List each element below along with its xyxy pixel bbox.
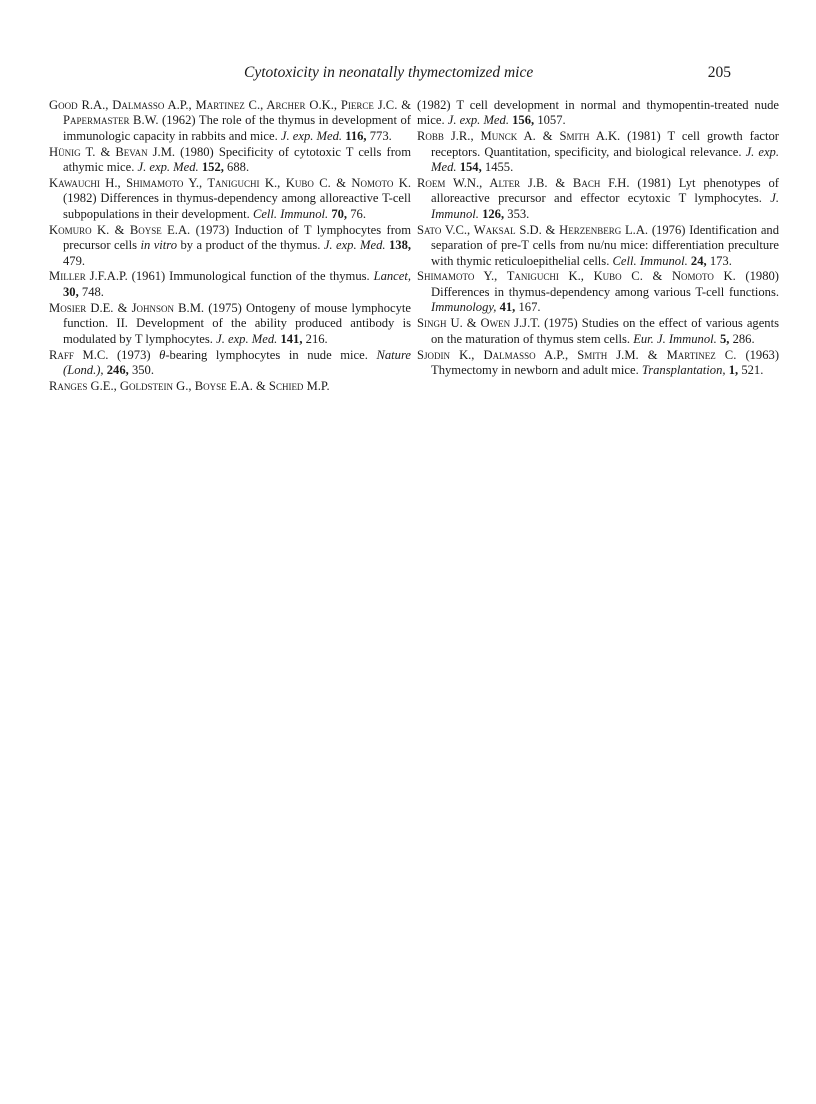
- page-header: [0, 64, 816, 86]
- ref-year: (1975): [208, 300, 242, 315]
- ref-journal: Transplantation,: [641, 362, 726, 377]
- ref-volume: 5,: [719, 331, 730, 346]
- ref-authors: Kawauchi H., Shimamoto Y., Taniguchi K., Kubo C. & Nomoto K.: [49, 176, 411, 191]
- ref-volume: 70,: [331, 206, 348, 221]
- ref-journal: Immunology,: [431, 300, 497, 315]
- ref-year: (1981): [627, 129, 661, 144]
- ref-pages: 216.: [305, 331, 328, 346]
- ref-volume: 152,: [201, 160, 224, 175]
- ref-volume: 41,: [499, 300, 516, 315]
- ref-journal: J. exp. Med.: [447, 113, 509, 128]
- ref-journal: Lancet,: [373, 269, 412, 284]
- page-number: 205: [707, 64, 731, 81]
- ref-volume: 138,: [389, 238, 412, 253]
- ref-pages: 1455.: [484, 160, 514, 175]
- ref-title: Induction of T lymphocytes from precursor cells: [63, 222, 412, 253]
- ref-authors: Sato V.C., Waksal S.D. & Herzenberg L.A.: [417, 222, 649, 237]
- ref-year: (1982): [63, 191, 97, 206]
- ref-title: Immunological function of the thymus.: [169, 269, 370, 284]
- ref-journal: J. exp. Med.: [137, 160, 199, 175]
- ref-pages: 479.: [63, 253, 86, 268]
- ref-year: (1981): [637, 176, 671, 191]
- reference-entry: [417, 176, 779, 222]
- reference-entry: [49, 269, 411, 300]
- ref-authors: Good R.A., Dalmasso A.P., Martinez C., Archer O.K., Pierce J.C. & Papermaster B.W.: [49, 98, 411, 128]
- ref-title: T cell development in normal and thymopentin-treated nude mice.: [417, 98, 780, 128]
- ref-year: (1982): [417, 98, 451, 112]
- ref-volume: 24,: [690, 253, 707, 268]
- running-title: Cytotoxicity in neonatally thymectomized mice: [244, 64, 534, 81]
- ref-volume: 116,: [345, 128, 367, 143]
- ref-authors: Sjodin K., Dalmasso A.P., Smith J.M. & Martinez C.: [417, 347, 737, 362]
- reference-entry: [49, 176, 411, 222]
- ref-authors: Komuro K. & Boyse E.A.: [49, 222, 191, 237]
- ref-title-symbol: θ: [159, 347, 166, 362]
- reference-entry: [49, 379, 411, 394]
- reference-entry: [49, 348, 411, 379]
- ref-volume: 154,: [459, 160, 482, 175]
- ref-title: -bearing lymphocytes in nude mice.: [165, 347, 368, 362]
- ref-journal: Cell. Immunol.: [612, 253, 688, 268]
- ref-year: (1980): [180, 144, 214, 159]
- ref-pages: 353.: [507, 206, 530, 221]
- ref-authors: Shimamoto Y., Taniguchi K., Kubo C. & Nomoto K.: [417, 269, 736, 284]
- ref-pages: 773.: [369, 128, 392, 143]
- ref-authors: Raff M.C.: [49, 347, 109, 362]
- ref-authors: Hünig T. & Bevan J.M.: [49, 144, 176, 159]
- ref-title: T cell growth factor receptors. Quantitation, specificity, and biological relevance.: [431, 129, 779, 159]
- reference-entry: [49, 145, 411, 176]
- ref-pages: 1057.: [537, 113, 566, 128]
- ref-authors: Mosier D.E. & Johnson B.M.: [49, 300, 205, 315]
- reference-entry: [417, 129, 779, 175]
- ref-journal: J. exp. Med.: [431, 144, 779, 175]
- references-left-column: [49, 98, 411, 395]
- ref-pages: 173.: [709, 253, 732, 268]
- ref-volume: 126,: [482, 206, 505, 221]
- reference-entry: [49, 98, 411, 144]
- ref-pages: 286.: [732, 331, 755, 346]
- ref-title: Identification and separation of pre-T cells from nu/nu mice: differentiation preculture with thymic reticuloepithelial cells.: [431, 222, 780, 268]
- ref-volume: 156,: [512, 113, 535, 128]
- reference-entry: [417, 269, 779, 315]
- ref-title-italic: in vitro: [140, 238, 178, 253]
- ref-year: (1975): [544, 316, 578, 331]
- ref-title: The role of the thymus in development of immunologic capacity in rabbits and mice.: [63, 113, 411, 143]
- ref-year: (1963): [745, 347, 780, 362]
- ref-authors: Miller J.F.A.P.: [49, 269, 128, 284]
- ref-year: (1973): [195, 222, 230, 237]
- ref-title: by a product of the thymus.: [180, 238, 321, 253]
- ref-pages: 76.: [350, 206, 366, 221]
- ref-journal: Eur. J. Immunol.: [633, 331, 717, 346]
- ref-title: Differences in thymus-dependency among various T-cell functions.: [431, 284, 779, 299]
- ref-pages: 521.: [741, 362, 764, 377]
- reference-entry: [417, 316, 779, 347]
- ref-year: (1962): [162, 113, 196, 128]
- ref-volume: 1,: [728, 362, 739, 377]
- ref-journal: Nature (Lond.),: [63, 347, 412, 377]
- ref-pages: 748.: [81, 284, 104, 299]
- ref-title: Differences in thymus-dependency among alloreactive T-cell subpopulations in their development.: [63, 191, 411, 221]
- reference-entry: [49, 301, 411, 347]
- ref-pages: 350.: [131, 362, 154, 377]
- reference-entry: [417, 348, 779, 379]
- ref-year: (1961): [131, 269, 166, 284]
- ref-authors: Robb J.R., Munck A. & Smith A.K.: [417, 129, 621, 144]
- reference-entry-continued: [417, 98, 779, 129]
- ref-title: Thymectomy in newborn and adult mice.: [431, 362, 639, 377]
- ref-volume: 30,: [63, 284, 79, 299]
- ref-pages: 688.: [227, 160, 250, 175]
- ref-journal: J. exp. Med.: [216, 331, 278, 346]
- ref-authors: Singh U. & Owen J.J.T.: [417, 316, 541, 331]
- ref-journal: Cell. Immunol.: [252, 206, 329, 221]
- ref-authors: Roem W.N., Alter J.B. & Bach F.H.: [417, 176, 630, 191]
- ref-journal: J. exp. Med.: [323, 238, 386, 253]
- ref-title: Specificity of cytotoxic T cells from athymic mice.: [63, 144, 411, 175]
- ref-title: Studies on the effect of various agents on the maturation of thymus stem cells.: [431, 316, 779, 346]
- ref-year: (1976): [651, 222, 686, 237]
- ref-volume: 141,: [280, 331, 303, 346]
- reference-entry: [49, 223, 411, 269]
- ref-authors: Ranges G.E., Goldstein G., Boyse E.A. & Schied M.P.: [49, 378, 330, 393]
- ref-year: (1980): [745, 269, 779, 284]
- ref-title: Ontogeny of mouse lymphocyte function. II. Development of the ability produced antibody is modulated by T lymphocytes.: [63, 300, 411, 346]
- ref-title: Lyt phenotypes of alloreactive precursor and effector ecytoxic T lymphocytes.: [431, 176, 779, 206]
- ref-journal: J. exp. Med.: [280, 128, 343, 143]
- ref-pages: 167.: [518, 300, 541, 315]
- ref-journal: J. Immunol.: [431, 191, 779, 221]
- references-right-column: [417, 98, 779, 379]
- reference-entry: [417, 223, 779, 269]
- ref-year: (1973): [116, 347, 151, 362]
- ref-volume: 246,: [106, 362, 129, 377]
